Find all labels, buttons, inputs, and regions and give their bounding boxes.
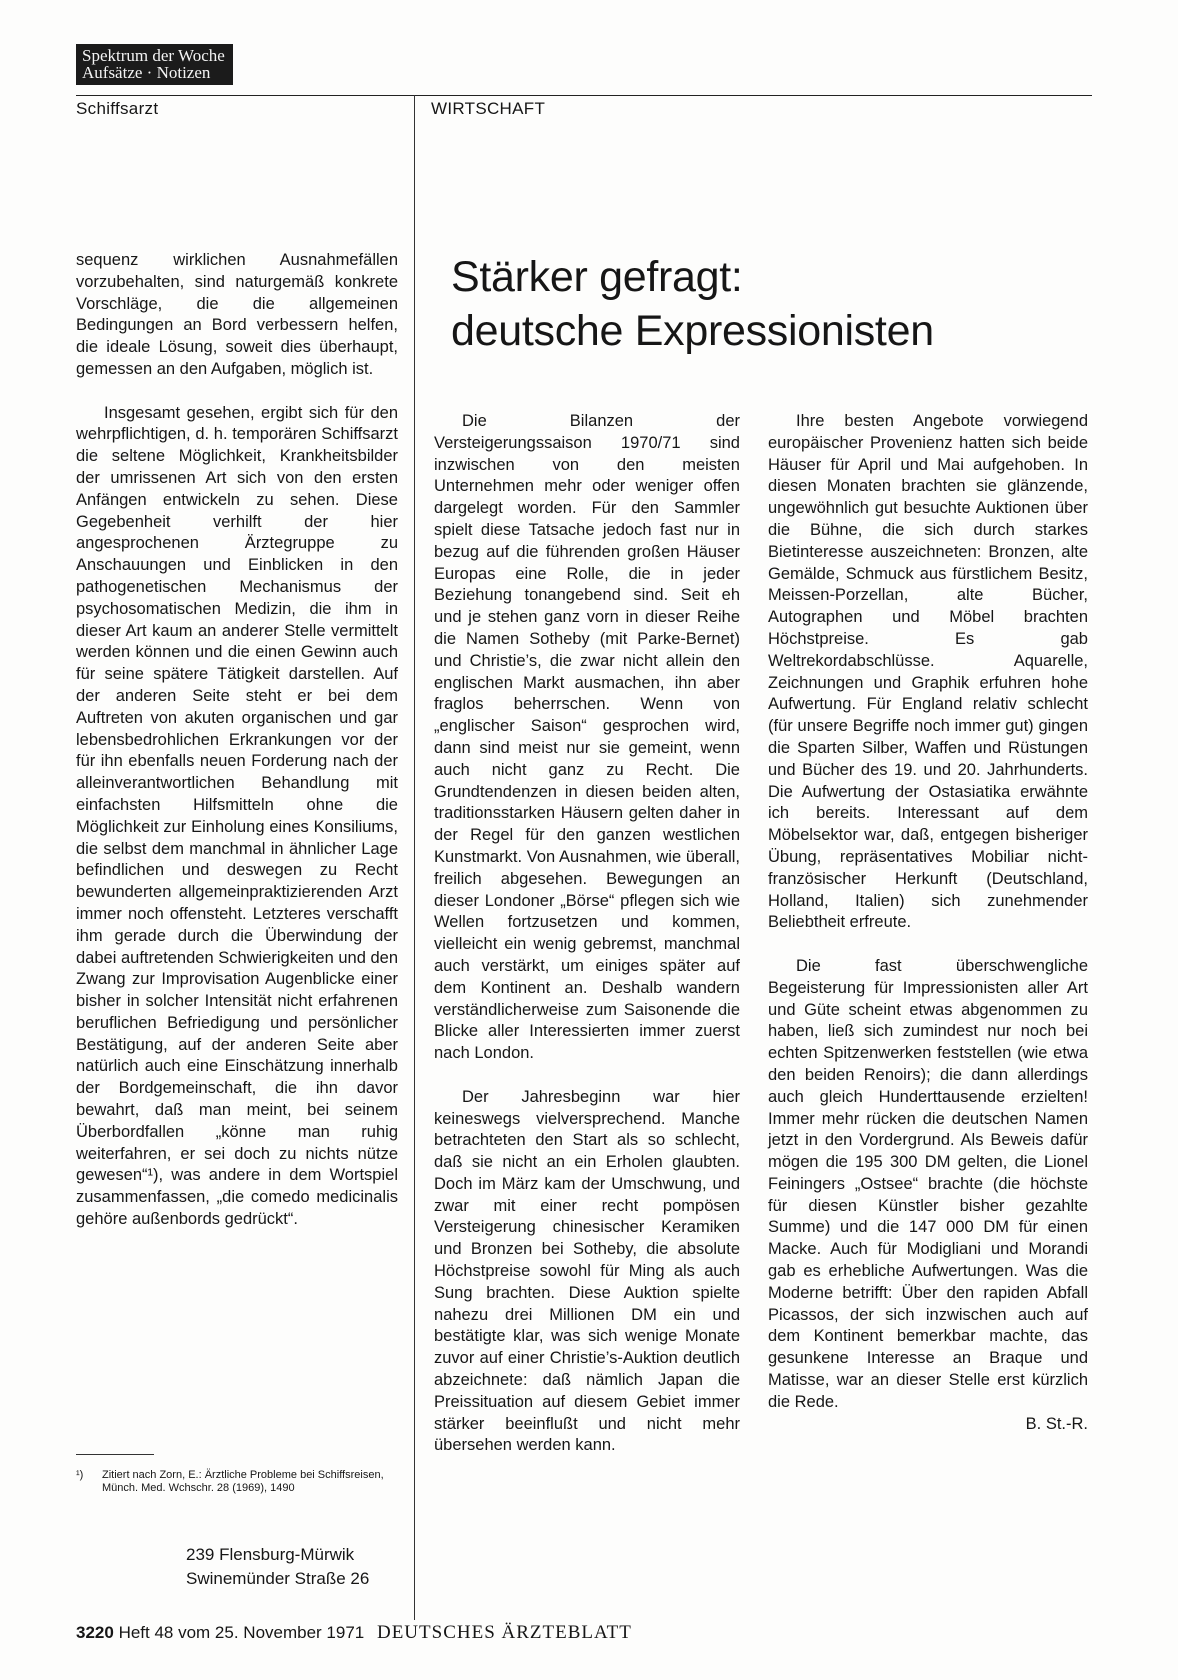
- middle-paragraph-1: Die Bilanzen der Versteigerungssaison 1970/71 sind inzwischen von den meisten Unternehmen mehr oder weniger offen dargelegt worden. Für den Sammler spielt diese Tatsache jedoch fast nur in bezug auf die führenden großen Häuser Europas eine Rolle, die in jeder Beziehung tonangebend sind. Seit eh und je stehen ganz vorn in dieser Reihe die Namen Sotheby (mit Parke-Bernet) und Christie’s, die zwar nicht allein den englischen Markt ausmachen, ihn aber fraglos beherrschen. Wenn von „englischer Saison“ gesprochen wird, dann sind meist nur sie gemeint, wenn auch nicht ganz zu Recht. Die Grundtendenzen in diesen beiden alten, traditionsstarken Häusern gelten daher in der Regel für den ganzen westlichen Kunstmarkt. Von Ausnahmen, wie überall, freilich abgesehen. Bewegungen an dieser Londoner „Börse“ pflegen sich wie Wellen fortzusetzen und kommen, vielleicht ein wenig gebremst, manchmal auch verstärkt, um einiges später auf dem Kontinent an. Deshalb wandern verständlicherweise zum Saisonende die Blicke aller Interessierten immer zuerst nach London.: [434, 412, 740, 1063]
- issue-info: Heft 48 vom 25. November 1971: [118, 1623, 365, 1642]
- publication-name: DEUTSCHES ÄRZTEBLATT: [376, 1622, 632, 1643]
- left-paragraph-1: sequenz wirklichen Ausnahmefällen vorzubehalten, sind naturgemäß konkrete Vorschläge, die die allgemeinen Bedingungen an Bord verbessern helfen, die ideale Lösung, soweit dies überhaupt, gemessen an den Aufgaben, möglich ist.: [76, 251, 398, 378]
- header-line-2: Aufsätze · Notizen: [82, 63, 211, 82]
- left-column: [76, 250, 398, 1231]
- author-signature: B. St.-R.: [1025, 1414, 1088, 1433]
- middle-paragraph-2: Der Jahresbeginn war hier keineswegs vielversprechend. Manche betrachteten den Start als so schlecht, daß sie nicht an ein Erholen glaubten. Doch im März kam der Umschwung, und zwar mit einer recht pompösen Versteigerung chinesischer Keramiken und Bronzen bei Sotheby, die absolute Höchstpreise sowohl für Ming als auch Sung brachten. Diese Auktion spielte nahezu drei Millionen DM ein und bestätigte klar, was sich wenige Monate zuvor auf einer Christie’s-Auktion deutlich abzeichnete: daß nämlich Japan die Preissituation auf diesem Gebiet immer stärker beeinflußt und nicht mehr übersehen werden kann.: [434, 1087, 740, 1455]
- footnote-mark: ¹): [76, 1469, 84, 1481]
- section-header-badge: [76, 44, 233, 85]
- section-label-right: WIRTSCHAFT: [431, 99, 546, 118]
- section-label-left: Schiffsarzt: [76, 99, 159, 118]
- article-title: [451, 250, 934, 358]
- title-line-1: Stärker gefragt:: [451, 253, 743, 301]
- header-line-1: Spektrum der Woche: [82, 46, 225, 65]
- footnote-text: Zitiert nach Zorn, E.: Ärztliche Probleme bei Schiffsreisen, Münch. Med. Wchschr. 28 (1969), 1490: [102, 1469, 384, 1494]
- signature-line: [768, 1414, 1088, 1436]
- middle-column: [434, 411, 740, 1457]
- address-line-1: 239 Flensburg-Mürwik: [186, 1545, 355, 1564]
- title-line-2: deutsche Expressionisten: [451, 307, 934, 355]
- right-column: [768, 411, 1088, 1435]
- column-divider: [414, 95, 415, 1620]
- right-paragraph-2: Die fast überschwengliche Begeisterung für Impressionisten aller Art und Güte scheint etwas abgenommen zu haben, ließ sich zumindest nur noch bei echten Spitzenwerken feststellen (wie etwa den beiden Renoirs); die dann allerdings auch gleich Hunderttausende erzielten! Immer mehr rücken die deutschen Namen jetzt in den Vordergrund. Als Beweis dafür mögen die 195 300 DM gelten, die Lionel Feiningers „Ostsee“ brachte (die höchste für diesen Künstler bisher gezahlte Summe) und die 147 000 DM für einen Macke. Auch für Modigliani und Morandi gab es erhebliche Aufwertungen. Was die Moderne betrifft: Über den rapiden Abfall Picassos, der sich inzwischen auch auf dem Kontinent bemerkbar machte, das gesunkene Interesse an Braque und Matisse, war an dieser Stelle erst kürzlich die Rede.: [768, 956, 1088, 1411]
- page-number: 3220: [76, 1623, 114, 1642]
- footnote: [76, 1469, 398, 1495]
- top-rule: [76, 95, 1092, 96]
- page-footer: [76, 1622, 632, 1644]
- right-paragraph-1: Ihre besten Angebote vorwiegend europäischer Provenienz hatten sich beide Häuser für April und Mai aufgehoben. In diesen Monaten brachten sie glänzende, ungewöhnlich gut besuchte Auktionen über die Bühne, die sich durch starkes Bietinteresse auszeichneten: Bronzen, alte Gemälde, Schmuck aus fürstlichem Besitz, Meissen-Porzellan, alte Bücher, Autographen und Möbel brachten Höchstpreise. Es gab Weltrekordabschlüsse. Aquarelle, Zeichnungen und Graphik erfuhren hohe Aufwertung. Für England relativ schlecht (für unsere Begriffe noch immer gut) gingen die Sparten Silber, Waffen und Rüstungen und Bücher des 19. und 20. Jahrhunderts. Die Aufwertung der Ostasiatika erwähnte ich bereits. Interessant auf dem Möbelsektor war, daß, entgegen bisheriger Übung, repräsentatives Mobiliar nicht-französischer Herkunft (Deutschland, Holland, Italien) sich zunehmender Beliebtheit erfreute.: [768, 412, 1088, 932]
- author-address: [186, 1543, 369, 1591]
- address-line-2: Swinemünder Straße 26: [186, 1569, 370, 1588]
- left-paragraph-2: Insgesamt gesehen, ergibt sich für den wehrpflichtigen, d. h. temporären Schiffsarzt die seltene Möglichkeit, Krankheitsbilder der umrissenen Art sich von den ersten Anfängen entwickeln zu sehen. Diese Gegebenheit verhilft der hier angesprochenen Ärztegruppe zu Anschauungen und Einblicken in den pathogenetischen Mechanismus der psychosomatischen Medizin, die ihm in dieser Art kaum an anderer Stelle vermittelt werden können und die einen Gewinn auch für seine spätere Tätigkeit darstellen. Auf der anderen Seite steht er bei dem Auftreten von akuten organischen und gar lebensbedrohlichen Erkrankungen vor der für ihn ebenfalls neuen Forderung nach der alleinverantwortlichen Behandlung mit einfachsten Hilfsmitteln ohne die Möglichkeit zur Einholung eines Konsiliums, die selbst dem manchmal in ähnlicher Lage befindlichen und deswegen zu Recht bewunderten allgemeinpraktizierenden Arzt immer noch offensteht. Letzteres verschafft ihm gerade durch die Überwindung der dabei auftretenden Schwierigkeiten und den Zwang zur Improvisation Augenblicke einer bisher in solcher Intensität nicht erfahrenen beruflichen Befriedigung und persönlicher Bestätigung, auf der anderen Seite aber natürlich auch eine Einschätzung innerhalb der Bordgemeinschaft, die ihn davor bewahrt, daß man meint, bei seinem Überbordfallen „könne man ruhig weiterfahren, er sei doch zu nichts nütze gewesen“¹), was andere in dem Wortspiel zusammenfassen, „die comedo medicinalis gehöre außenbords gedrückt“.: [76, 403, 398, 1229]
- footnote-rule: [76, 1454, 154, 1455]
